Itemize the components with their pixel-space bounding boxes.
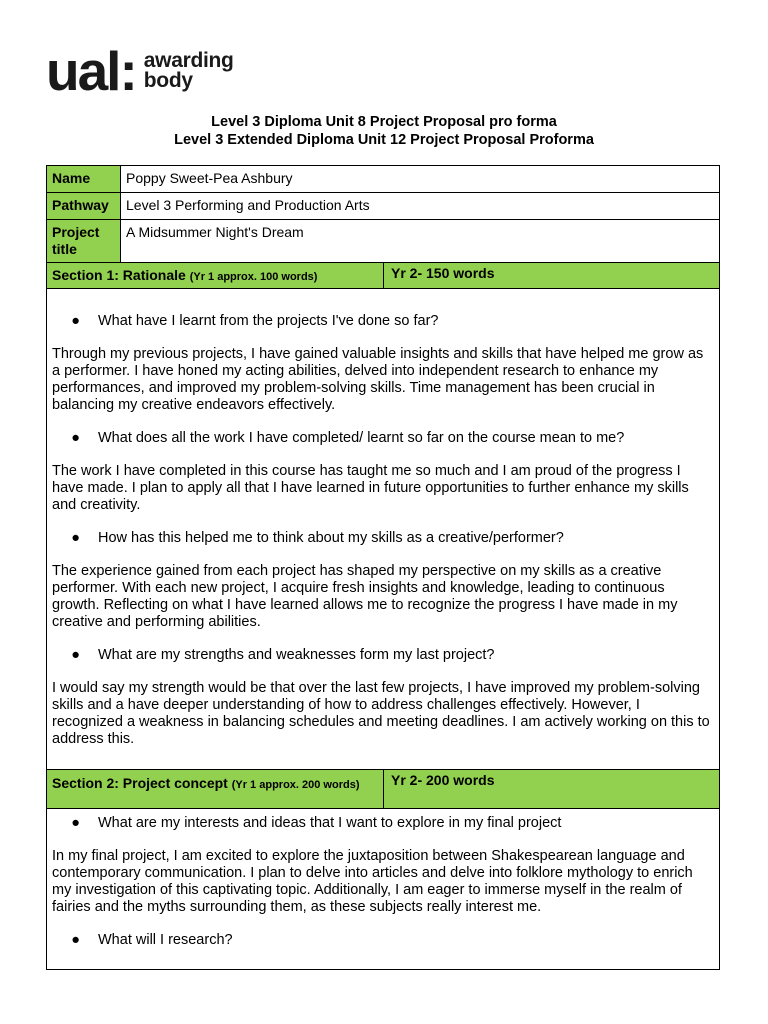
document-titles [0,113,768,149]
section1-answer-2: The work I have completed in this course has taught me so much and I am proud of the progress I have made. I plan to apply all that I have learned in future opportunities to further enhance my skills and creativity. [52,463,689,513]
section2-header [47,769,719,809]
name-row [47,166,719,193]
section1-heading [47,263,384,288]
name-label: Name [47,166,121,192]
section1-body[interactable] [47,289,719,769]
section2-yr2: Yr 2- 200 words [391,772,495,788]
section1-title: Section 1: Rationale [52,267,186,283]
list-item: ● What does all the work I have completed/ learnt so far on the course mean to me? [71,430,625,446]
logo-text [144,51,234,91]
section2-note: (Yr 1 approx. 200 words) [231,779,360,791]
section1-question-3: How has this helped me to think about my skills as a creative/performer? [98,530,564,546]
pathway-label: Pathway [47,193,121,219]
list-item: ● What are my interests and ideas that I want to explore in my final project [71,815,562,831]
project-title-row [47,220,719,263]
section1-answer-1: Through my previous projects, I have gained valuable insights and skills that have helped me grow as a performer. I have honed my acting abilities, delved into independent research to enhance my performances, and improved my problem-solving skills. Time management has been crucial in balancing my creative endeavors effectively. [52,346,704,413]
title-line-2: Level 3 Extended Diploma Unit 12 Project Proposal Proforma [174,132,594,148]
section2-answer-1: In my final project, I am excited to explore the juxtaposition between Shakespearean language and contemporary communication. I plan to delve into articles and delve into folklore mythology to enrich my investigation of this captivating topic. Additionally, I am eager to immerse myself in the realm of fairies and the myths surrounding them, as these subjects really interest me. [52,848,693,915]
section2-title: Section 2: Project concept [52,775,228,791]
section2-heading [47,770,384,808]
ual-logo [46,39,234,102]
list-item: ● What have I learnt from the projects I've done so far? [71,313,439,329]
section1-note: (Yr 1 approx. 100 words) [189,271,318,283]
name-value[interactable]: Poppy Sweet-Pea Ashbury [126,170,293,186]
logo-mark: ual: [46,39,136,102]
proposal-form [46,165,720,970]
section1-answer-4: I would say my strength would be that over the last few projects, I have improved my problem-solving skills and a have deeper understanding of how to address challenges effectively. However, I recognized a weakness in balancing schedules and meeting deadlines. I am actively working on this to address this. [52,680,710,747]
pathway-row [47,193,719,220]
list-item: ● What are my strengths and weaknesses form my last project? [71,647,495,663]
section1-question-4: What are my strengths and weaknesses form my last project? [98,647,495,663]
section1-question-1: What have I learnt from the projects I've done so far? [98,313,439,329]
logo-text-line1: awarding [143,49,234,72]
section1-question-2: What does all the work I have completed/ learnt so far on the course mean to me? [98,430,625,446]
section2-question-2: What will I research? [98,932,233,948]
section1-yr2: Yr 2- 150 words [391,265,495,281]
section1-header [47,263,719,289]
list-item: ● What will I research? [71,932,233,948]
logo-text-line2: body [143,69,193,92]
list-item: ● How has this helped me to think about my skills as a creative/performer? [71,530,564,546]
section2-body[interactable] [47,809,719,969]
project-title-value[interactable]: A Midsummer Night's Dream [126,224,304,240]
project-title-label: Project title [47,220,121,262]
section1-answer-3: The experience gained from each project has shaped my perspective on my skills as a creative performer. With each new project, I acquire fresh insights and knowledge, leading to continuous growth. Reflecting on what I have learned allows me to recognize the progress I have made in my creative and performing abilities. [52,563,678,630]
title-line-1: Level 3 Diploma Unit 8 Project Proposal pro forma [211,114,557,130]
pathway-value[interactable]: Level 3 Performing and Production Arts [126,197,370,213]
section2-question-1: What are my interests and ideas that I want to explore in my final project [98,815,562,831]
